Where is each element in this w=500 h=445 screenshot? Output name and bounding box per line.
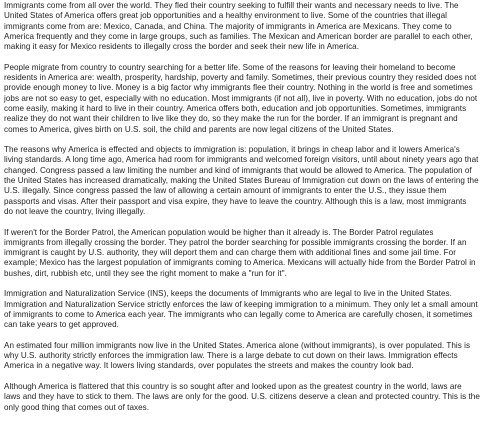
text-line: United States of America offers great job opportunities and a healthy environment to live. Some of the countries that illegal [4,11,447,21]
text-line: can take years to get approved. [4,320,119,330]
text-line: Immigration and Naturalization Service strictly enforces the law of keeping immigration to a minimum. They only let a small amount [4,299,478,309]
text-line: laws and they have to stick to them. The laws are only for the good. U.S. citizens deserve a clean and protected country. This is the [4,392,480,402]
text-line: changed. Congress passed a law limiting the number and kind of immigrants that would be allowed to America. The population of [4,165,472,175]
text-line: Immigration and Naturalization Service (INS), keeps the documents of Immigrants who are legal to live in the United States. [4,289,452,299]
paragraph-spacer [4,331,498,341]
paragraph-1 [4,1,498,52]
text-line: jobs are not so easy to get, especially with no education. Most immigrants (if not all), live in poverty. With no education, jobs do not [4,93,478,103]
text-line: why U.S. authority strictly enforces the immigration law. There is a large debate to cut down on their laws. Immigration effects [4,351,458,361]
text-line: example; Mexico has the largest population of immigrants coming to America. Mexicans will actually hide from the Border Patrol in [4,258,476,268]
paragraph-5 [4,289,498,330]
text-line: U.S. illegally. Since congress passed the law of allowing a certain amount of immigrants to enter the U.S., they issue them [4,186,447,196]
text-line: If weren't for the Border Patrol, the American population would be higher than it already is. The Border Patrol regulates [4,227,434,237]
text-line: America in a negative way. It lowers living standards, over populates the streets and makes the country look bad. [4,361,414,371]
text-line: immigrant is caught by U.S. authority, they will deport them and can charge them with additional fines and some jail time. For [4,248,456,258]
text-line: passports and visas. After their passport and visa expire, they have to leave the country. Although this is a law, most immigrants [4,196,467,206]
text-line: residents in America are: wealth, prosperity, hardship, poverty and family. Sometimes, their previous country they resided does not [4,73,477,83]
text-line: of immigrants to come to America each year. The immigrants who can legally come to America are carefully chosen, it sometimes [4,309,473,319]
text-line: making it easy for Mexico residents to illegally cross the border and seek their new life in America. [4,42,360,52]
text-line: do not leave the country, living illegally. [4,206,146,216]
text-line: comes to America, gives birth on U.S. soil, the child and parents are now legal citizens of the United States. [4,124,394,134]
text-line: Although America is flattered that this country is so sought after and looked upon as the greatest country in the world, laws are [4,381,462,391]
paragraph-6 [4,341,498,372]
text-line: realize they do not want their children to live like they do, so they make the run for the border. If an immigrant is pregnant and [4,114,458,124]
text-line: the United States has increased dramatically, making the United States Bureau of Immigration cut down on the laws of entering the [4,176,479,186]
text-line: immigrants come from are: Mexico, Canada, and China. The majority of immigrants in America are Mexicans. They come to [4,21,452,31]
paragraph-4 [4,228,498,279]
text-line: come easily, making it hard to live in their country. America offers both, education and job opportunities. Sometimes, immigrants [4,103,467,113]
text-line: immigrants from illegally crossing the border. They patrol the border searching for possible immigrants crossing the border. If an [4,237,467,247]
text-line: An estimated four million immigrants now live in the United States. America alone (without immigrants), is over populated. This is [4,340,471,350]
paragraph-spacer [4,52,498,62]
text-line: Immigrants come from all over the world. They fled their country seeking to fulfill their wants and necessary needs to live. The [4,1,459,10]
paragraph-7 [4,382,498,413]
paragraph-spacer [4,217,498,227]
text-line: America frequently and they come in large groups, such as families. The Mexican and American border are parallel to each other, [4,31,473,41]
essay-document [4,1,498,413]
text-line: The reasons why America is effected and objects to immigration is: population, it brings in cheap labor and it lowers America's [4,145,460,155]
text-line: living standards. A long time ago, America had room for immigrants and welcomed foreign visitors, until about ninety years ago that [4,155,479,165]
text-line: bushes, dirt, rubbish etc, until they see the right moment to make a "run for it". [4,268,287,278]
paragraph-spacer [4,372,498,382]
paragraph-spacer [4,279,498,289]
text-line: provide enough money to live. Money is a big factor why immigrants flee their country. Nothing in the world is free and sometimes [4,83,473,93]
text-line: only good thing that comes out of taxes. [4,402,150,412]
paragraph-2 [4,63,498,135]
paragraph-3 [4,145,498,217]
paragraph-spacer [4,135,498,145]
text-line: People migrate from country to country searching for a better life. Some of the reasons for leaving their homeland to become [4,62,456,72]
